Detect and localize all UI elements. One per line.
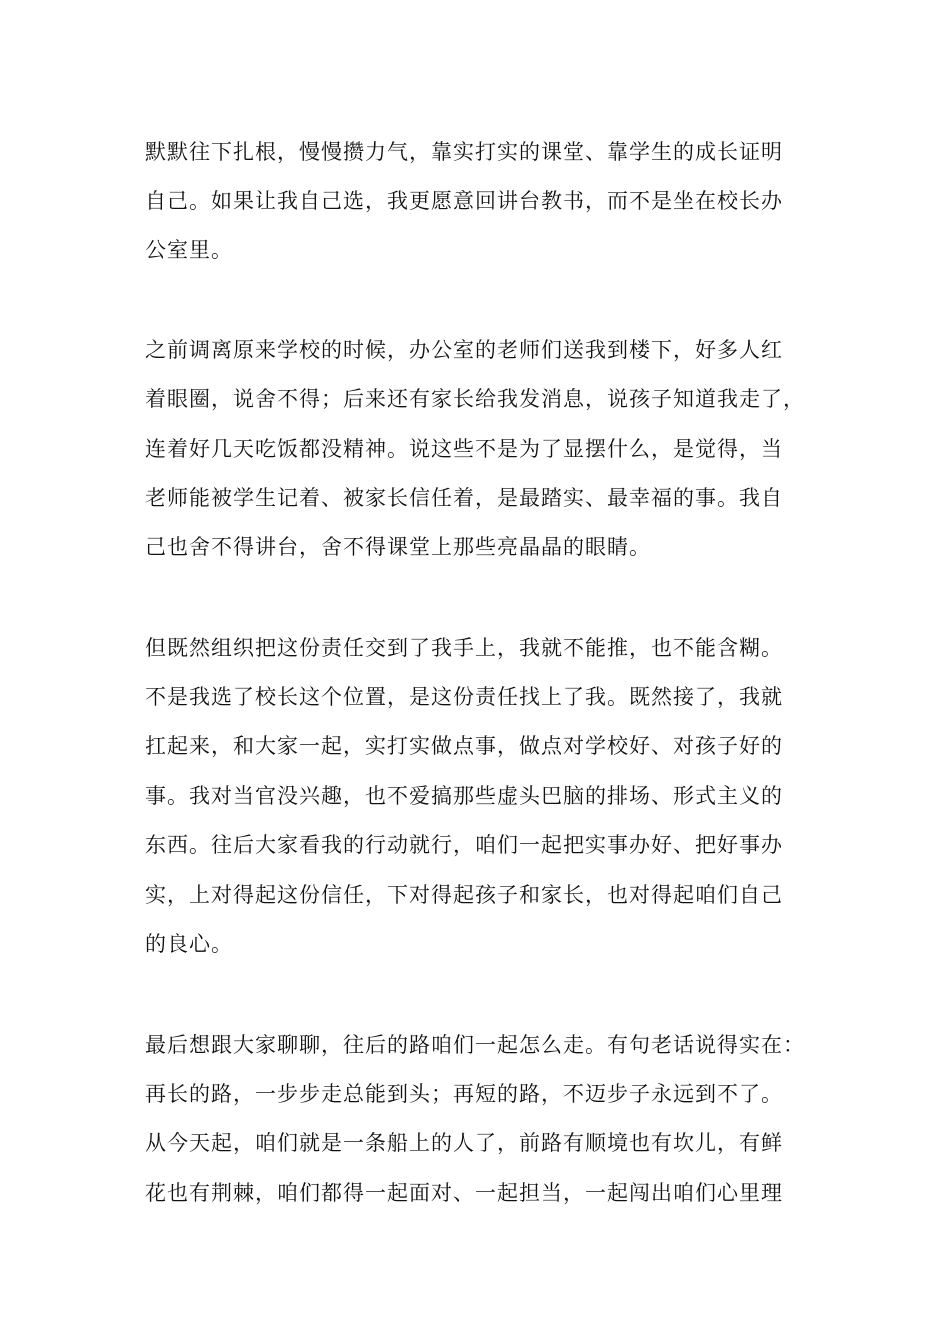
paragraph-3-line-5: 东西。往后大家看我的行动就行，咱们一起把实事办好、把好事办: [145, 833, 783, 857]
paragraph-4-line-1: 最后想跟大家聊聊，往后的路咱们一起怎么走。有句老话说得实在：: [145, 1033, 805, 1057]
paragraph-2-line-2: 着眼圈，说舍不得；后来还有家长给我发消息，说孩子知道我走了，: [145, 387, 805, 411]
paragraph-3-line-2: 不是我选了校长这个位置，是这份责任找上了我。既然接了，我就: [145, 685, 783, 709]
paragraph-4-line-3: 从今天起，咱们就是一条船上的人了，前路有顺境也有坎儿，有鲜: [145, 1131, 783, 1155]
paragraph-1-line-1: 默默往下扎根，慢慢攒力气，靠实打实的课堂、靠学生的成长证明: [145, 140, 783, 164]
paragraph-3-line-7: 的良心。: [145, 932, 233, 956]
paragraph-4-line-2: 再长的路，一步步走总能到头；再短的路，不迈步子永远到不了。: [145, 1082, 783, 1106]
paragraph-2-line-3: 连着好几天吃饭都没精神。说这些不是为了显摆什么，是觉得，当: [145, 437, 783, 461]
paragraph-1-line-2: 自己。如果让我自己选，我更愿意回讲台教书，而不是坐在校长办: [145, 189, 783, 213]
paragraph-3-line-4: 事。我对当官没兴趣，也不爱搞那些虚头巴脑的排场、形式主义的: [145, 784, 783, 808]
paragraph-3-line-6: 实，上对得起这份信任，下对得起孩子和家长，也对得起咱们自己: [145, 883, 783, 907]
paragraph-2-line-1: 之前调离原来学校的时候，办公室的老师们送我到楼下，好多人红: [145, 338, 783, 362]
paragraph-4-line-4: 花也有荆棘，咱们都得一起面对、一起担当，一起闯出咱们心里理: [145, 1181, 783, 1205]
paragraph-1-line-3: 公室里。: [145, 238, 233, 262]
paragraph-2-line-5: 己也舍不得讲台，舍不得课堂上那些亮晶晶的眼睛。: [145, 535, 651, 559]
paragraph-3-line-1: 但既然组织把这份责任交到了我手上，我就不能推，也不能含糊。: [145, 636, 783, 660]
paragraph-2-line-4: 老师能被学生记着、被家长信任着，是最踏实、最幸福的事。我自: [145, 486, 783, 510]
paragraph-3-line-3: 扛起来，和大家一起，实打实做点事，做点对学校好、对孩子好的: [145, 734, 783, 758]
